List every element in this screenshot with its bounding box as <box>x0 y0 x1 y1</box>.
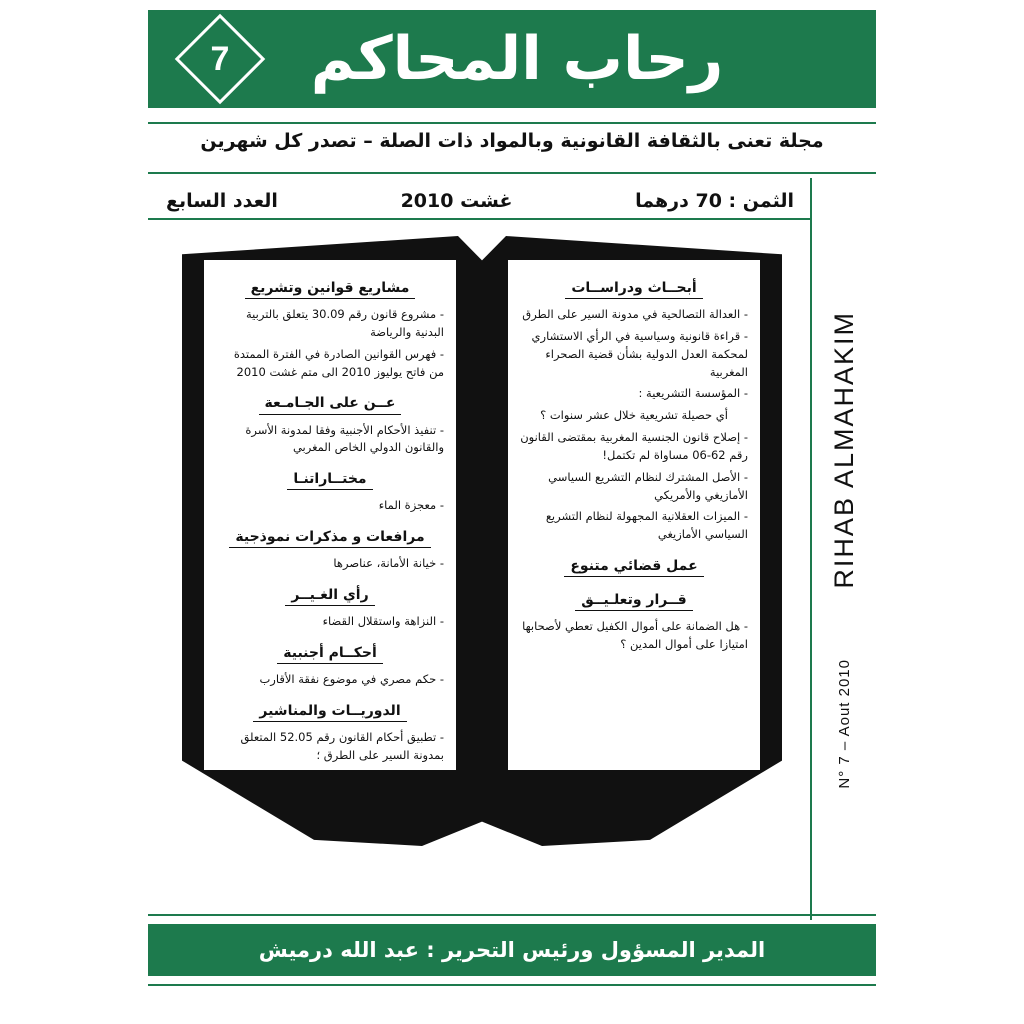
toc-entry: - قراءة قانونية وسياسية في الرأي الاستشاري لمحكمة العدل الدولية بشأن قضية الصحراء المغربية <box>531 329 748 379</box>
issue-number-value: 7 <box>210 39 230 78</box>
section-heading: عمل قضائي متنوع <box>564 557 703 577</box>
spine-issue-line: N° 7 – Aout 2010 <box>835 658 853 789</box>
masthead-band <box>148 10 876 108</box>
section-heading: الدوريــات والمناشير <box>253 702 406 722</box>
rule-below-subtitle <box>148 172 876 174</box>
toc-entry: - حكم مصري في موضوع نفقة الأقارب <box>259 672 444 687</box>
section-heading: أحكــام أجنبية <box>277 644 383 664</box>
footer-band <box>148 924 876 976</box>
spine-latin-title: RIHAB ALMAHAKIM <box>828 311 859 589</box>
rule-above-subtitle <box>148 122 876 124</box>
section-heading: أبحــاث ودراســات <box>565 279 702 299</box>
rule-below-info <box>148 218 810 220</box>
section-heading: عــن على الجـامـعة <box>259 394 402 414</box>
editor-credit: المدير المسؤول ورئيس التحرير : عبد الله درميش <box>258 938 766 962</box>
toc-entry: أي حصيلة تشريعية خلال عشر سنوات ؟ <box>540 408 728 423</box>
toc-entry: - الأصل المشترك لنظام التشريع السياسي الأمازيغي والأمريكي <box>548 469 748 502</box>
toc-entry: - معجزة الماء <box>378 498 444 513</box>
toc-entry: - النزاهة واستقلال القضاء <box>322 614 444 629</box>
spine-area <box>812 180 876 920</box>
issue-info-row <box>150 184 810 218</box>
issue-number-badge <box>175 14 266 105</box>
section-heading: مختــاراتنـا <box>287 470 372 490</box>
section-heading: رأي الغـيــر <box>285 586 374 606</box>
issue-price: الثمن : 70 درهما <box>635 190 794 212</box>
section-heading: قــرار وتعلـيــق <box>575 591 692 611</box>
section-heading: مرافعات و مذكرات نموذجية <box>229 528 430 548</box>
toc-entry: - الميزات العقلانية المجهولة لنظام التشريع السياسي الأمازيغي <box>545 509 748 542</box>
toc-entry: - تطبيق أحكام القانون رقم 52.05 المتعلق بمدونة السير على الطرق ؛ <box>240 730 444 763</box>
toc-entry: - العدالة التصالحية في مدونة السير على الطرق <box>522 307 748 322</box>
section-heading: مشاريع قوانين وتشريع <box>245 279 416 299</box>
toc-entry: - هل الضمانة على أموال الكفيل تعطي لأصحابها امتيازا على أموال المدين ؟ <box>522 619 748 652</box>
magazine-subtitle: مجلة تعنى بالثقافة القانونية وبالمواد ذات الصلة – تصدر كل شهرين <box>200 130 824 152</box>
book-page-left <box>204 260 456 770</box>
toc-entry: - مشروع قانون رقم 30.09 يتعلق بالتربية البدنية والرياضة <box>246 307 444 339</box>
magazine-title: رحاب المحاكم <box>310 24 724 94</box>
toc-entry: - فهرس القوانين الصادرة في الفترة الممتدة من فاتح يوليوز 2010 الى متم غشت 2010 <box>233 346 444 379</box>
issue-label: العدد السابع <box>166 190 278 212</box>
toc-entry: - خيانة الأمانة، عناصرها <box>333 556 444 571</box>
toc-entry: - المؤسسة التشريعية : <box>638 386 748 401</box>
toc-entry: - تنفيذ الأحكام الأجنبية وفقا لمدونة الأسرة والقانون الدولي الخاص المغربي <box>245 422 444 455</box>
rule-above-footer <box>148 914 876 916</box>
book-page-right <box>508 260 760 770</box>
rule-below-footer <box>148 984 876 986</box>
toc-entry: - إصلاح قانون الجنسية المغربية بمقتضى القانون رقم 62-06 مساواة لم تكتمل! <box>520 430 748 462</box>
open-book-illustration <box>182 236 782 846</box>
issue-date: غشت 2010 <box>400 190 513 212</box>
